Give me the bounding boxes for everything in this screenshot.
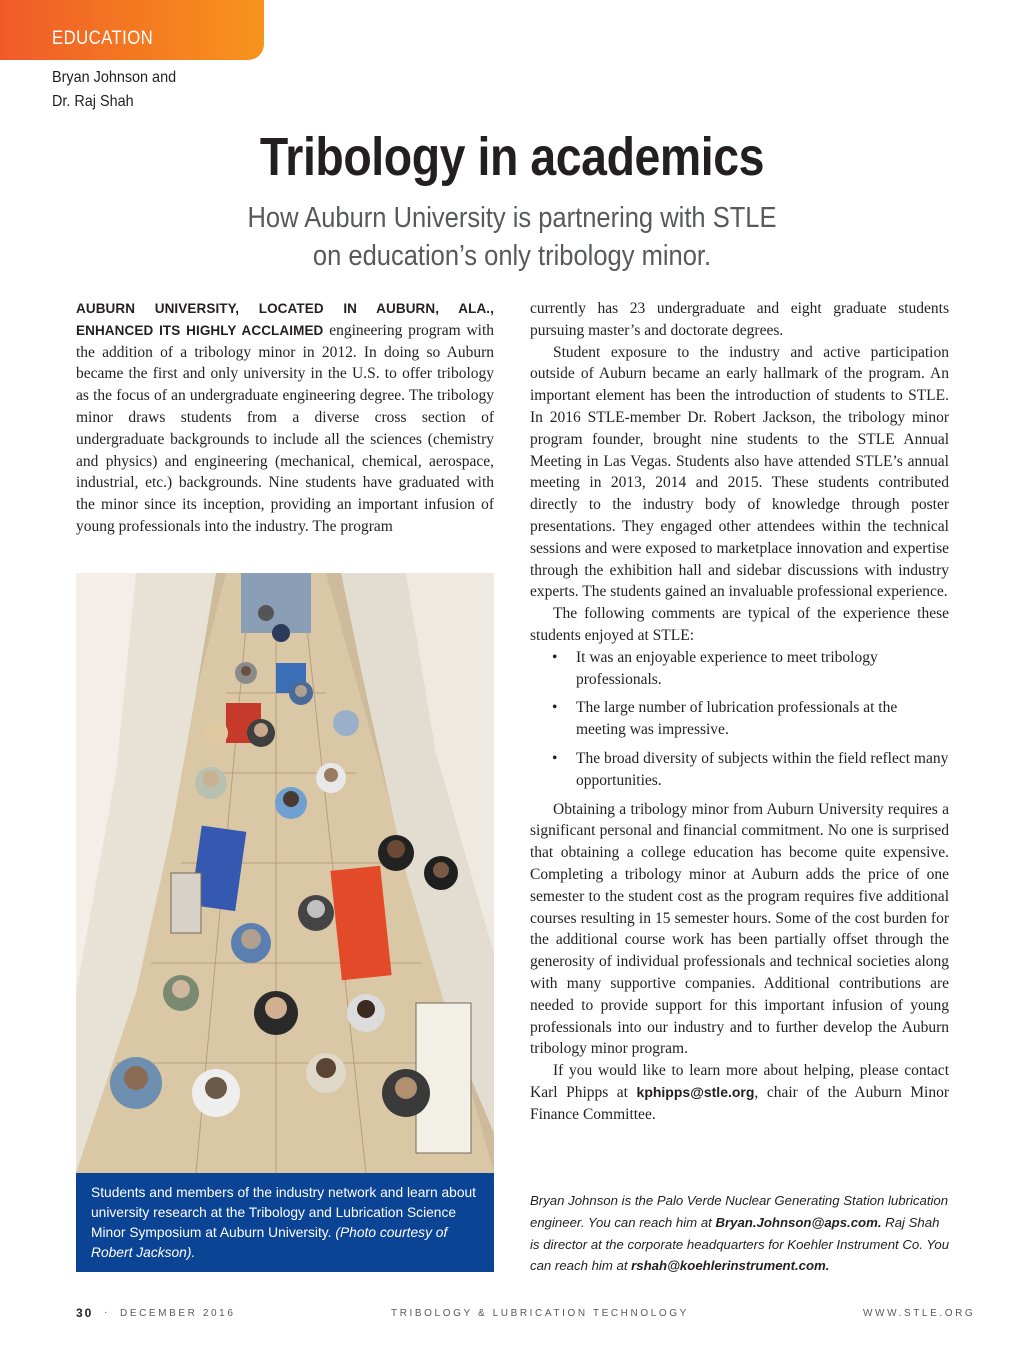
author-byline [52, 66, 176, 114]
paragraph-4: Obtaining a tribology minor from Auburn University requires a significant personal and financial commitment. No one is surprised that obtaining a college education has become quite expensive. Completing a tribology minor at Auburn adds the price of one semester to the student cost as the program requires five additional courses resulting in 15 semester hours. Some of the cost burden for the additional course work has been partially offset through the generosity of individual professionals and technical societies along with many supportive companies. Additional contributions are needed to provide support for this important infusion of young professionals into our industry and to further develop the Auburn tribology minor program. [530, 800, 949, 1058]
paragraph-1 [76, 298, 494, 538]
conference-photo [76, 573, 494, 1173]
right-column [530, 298, 949, 1125]
website-link[interactable]: WWW.STLE.ORG [863, 1308, 976, 1319]
bio-text-a: Bryan Johnson is the Palo Verde Nuclear Generating Station lubrication engineer. You can reach him at [530, 1193, 949, 1230]
page-number: 30 [76, 1306, 94, 1320]
lead-in: AUBURN UNIVERSITY, LOCATED IN AUBURN, ALA., ENHANCED ITS HIGHLY ACCLAIMED [76, 301, 494, 338]
caption-credit: (Photo courtesy of Robert Jackson). [91, 1225, 448, 1260]
paragraph-1-continued: currently has 23 undergraduate and eight graduate students pursuing master’s and doctorate degrees. [530, 300, 949, 339]
magazine-name: TRIBOLOGY & LUBRICATION TECHNOLOGY [391, 1308, 689, 1319]
author-bio [530, 1190, 950, 1277]
list-item: • The broad diversity of subjects within the field reflect many opportunities. [530, 748, 949, 792]
caption-text: Students and members of the industry network and learn about university research at the Tribology and Lubrication Science Minor Symposium at Auburn University. [91, 1185, 477, 1240]
paragraph-2: Student exposure to the industry and active participation outside of Auburn became an early hallmark of the program. An important element has been the introduction of students to STLE. In 2016 STLE-member Dr. Robert Jackson, the tribology minor program founder, brought nine students to the STLE Annual Meeting in Las Vegas. Students also have attended STLE’s annual meeting in 2013, 2014 and 2015. These students contributed directly to the industry body of knowledge through poster presentations. They engaged other attendees within the technical sessions and were exposed to marketplace innovation and expertise through the exhibition hall and sidebar discussions with industry experts. The students gained an invaluable professional experience. [530, 343, 949, 601]
issue-date: DECEMBER 2016 [120, 1308, 236, 1319]
article-title: Tribology in academics [259, 127, 765, 187]
section-tab [0, 0, 264, 60]
bio-email-shah[interactable]: rshah@koehlerinstrument.com. [631, 1258, 830, 1274]
page-footer [0, 1308, 1024, 1322]
paragraph-5-text-a: If you would like to learn more about helping, please contact Karl Phipps at [530, 1062, 949, 1101]
paragraph-3: The following comments are typical of the experience these students enjoyed at STLE: [530, 605, 949, 644]
student-comments-list [530, 647, 949, 792]
paragraph-5-text-b: , chair of the Auburn Minor Finance Committee. [530, 1083, 950, 1123]
author-line-2: Dr. Raj Shah [52, 93, 134, 110]
article-subtitle [61, 199, 962, 275]
left-column [76, 298, 494, 538]
subtitle-line-1: How Auburn University is partnering with STLE [247, 202, 777, 234]
footer-separator: · [104, 1307, 110, 1318]
photo-caption [76, 1173, 494, 1272]
section-tab-label: EDUCATION [52, 28, 154, 49]
paragraph-5 [530, 1060, 949, 1125]
list-item: • The large number of lubrication professionals at the meeting was impressive. [530, 697, 949, 741]
bio-email-johnson[interactable]: Bryan.Johnson@aps.com. [715, 1214, 882, 1230]
paragraph-1-text: engineering program with the addition of a tribology minor in 2012. In doing so Auburn became the first and only university in the U.S. to offer tribology as the focus of an undergraduate engineering degree. The tribology minor draws students from a diverse cross section of undergraduate backgrounds to include all the sciences (chemistry and physics) and engineering (mechanical, chemical, aerospace, industrial, etc.) backgrounds. Nine students have graduated with the minor since its inception, providing an important infusion of young professionals into the industry. The program [76, 321, 494, 535]
subtitle-line-2: on education’s only tribology minor. [312, 240, 712, 272]
author-line-1: Bryan Johnson and [52, 69, 177, 86]
bio-text-b: Raj Shah is director at the corporate headquarters for Koehler Instrument Co. You can reach him at [530, 1214, 950, 1274]
contact-email-link[interactable]: kphipps@stle.org [636, 1083, 755, 1100]
list-item: • It was an enjoyable experience to meet tribology professionals. [530, 647, 949, 691]
